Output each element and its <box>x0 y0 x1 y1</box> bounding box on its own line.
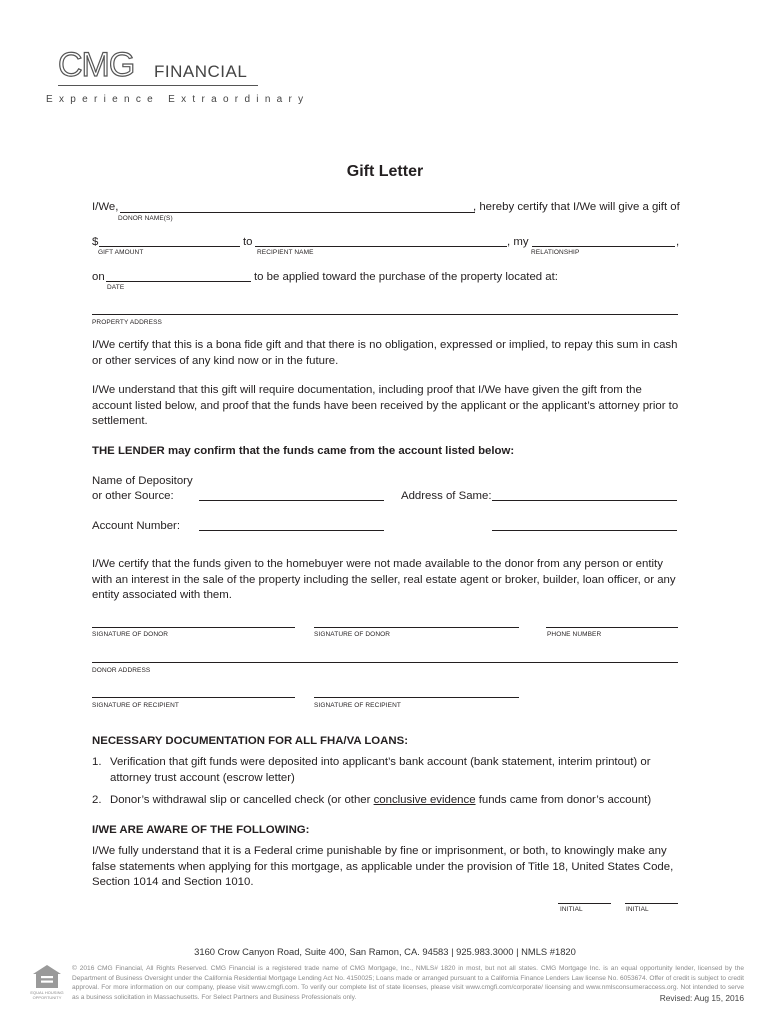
relationship-caption: RELATIONSHIP <box>531 249 580 256</box>
recipient-name-field[interactable] <box>255 246 507 247</box>
aware-heading: I/WE ARE AWARE OF THE FOLLOWING: <box>92 824 310 836</box>
aware-paragraph: I/We fully understand that it is a Federal crime punishable by fine or imprisonment, or both, to knowingly make any false statements when applying for this mortgage, as applicable under the provision of Title 18, United States Code, Section 1014 and Section 1010. <box>92 845 674 888</box>
equal-housing-logo <box>30 964 64 1002</box>
depository-label-2: or other Source: <box>92 490 174 502</box>
initial-caption-1: INITIAL <box>560 906 583 913</box>
relationship-field[interactable] <box>532 246 675 247</box>
property-address-field[interactable] <box>92 314 678 315</box>
documentation-paragraph: I/We understand that this gift will require documentation, including proof that I/We have given the gift from the account listed below, and proof that the funds have been received by the applicant or the applicant’s attorney prior to settlement. <box>92 384 679 427</box>
doc-item-2-text-post: funds came from donor’s account) <box>475 794 652 806</box>
donor-address-caption: DONOR ADDRESS <box>92 667 151 674</box>
logo-cmg-text: CMG <box>58 46 135 84</box>
phone-number-field[interactable] <box>546 627 678 628</box>
logo-underline <box>58 85 258 86</box>
footer-legal: © 2016 CMG Financial, All Rights Reserved. CMG Financial is a registered trade name of CMG Mortgage, Inc., NMLS# 1820 in most, but not all states. CMG Mortgage Inc. is an equal opportunity lender, licensed by the Department of Business Oversight under the California Residential Mortgage Lending Act No. 4150025; Loans made or arranged pursuant to a California Finance Lenders Law license No. 6053674. Offer of credit is subject to credit approval. For more information on our company, please visit www.cmgfi.com. To verify our complete list of state licenses, please visit www.cmgfi.com/corporate/ licensing and www.nmlsconsumeraccess.org. Not intended to serve as a business solicitation in Massachusetts. For Select Partners and Business Professionals only. <box>72 965 744 1001</box>
donor-address-field[interactable] <box>92 662 678 663</box>
dollar-sign: $ <box>92 236 99 248</box>
footer-address: 3160 Crow Canyon Road, Suite 400, San Ramon, CA. 94583 | 925.983.3000 | NMLS #1820 <box>194 946 576 957</box>
lender-confirm-heading: THE LENDER may confirm that the funds came from the account listed below: <box>92 445 515 457</box>
signature-of-donor-caption-1: SIGNATURE OF DONOR <box>92 631 169 638</box>
iwe-label: I/We, <box>92 201 119 213</box>
equal-housing-text-2: OPPORTUNITY <box>32 995 62 1000</box>
purchase-text: to be applied toward the purchase of the property located at: <box>254 271 558 283</box>
signature-of-recipient-caption-1: SIGNATURE OF RECIPIENT <box>92 702 179 709</box>
donor-signature-field-1[interactable] <box>92 627 295 628</box>
equal-housing-icon <box>32 964 62 990</box>
donor-names-field[interactable] <box>120 212 475 213</box>
address-of-same-field[interactable] <box>492 500 677 501</box>
depository-label-1: Name of Depository <box>92 475 193 487</box>
tagline: Experience Extraordinary <box>46 94 310 105</box>
homebuyer-certify-paragraph: I/We certify that the funds given to the homebuyer were not made available to the donor from any person or entity with an interest in the sale of the property including the seller, real estate agent or broker, builder, loan officer, or any entity associated with them. <box>92 558 676 601</box>
signature-of-donor-caption-2: SIGNATURE OF DONOR <box>314 631 391 638</box>
address-of-same-field-2[interactable] <box>492 530 677 531</box>
recipient-name-caption: RECIPIENT NAME <box>257 249 314 256</box>
account-number-label: Account Number: <box>92 520 180 532</box>
equal-housing-text-1: EQUAL HOUSING <box>30 990 64 995</box>
recipient-signature-field-1[interactable] <box>92 697 295 698</box>
my-text: , my <box>507 236 529 248</box>
phone-number-caption: PHONE NUMBER <box>547 631 602 638</box>
gift-amount-field[interactable] <box>99 246 240 247</box>
gift-amount-caption: GIFT AMOUNT <box>98 249 144 256</box>
end-comma: , <box>676 236 680 248</box>
page-title: Gift Letter <box>346 163 424 180</box>
bona-fide-paragraph: I/We certify that this is a bona fide gift and that there is no obligation, expressed or implied, to repay this sum in cash or other services of any kind now or in the future. <box>92 339 678 367</box>
doc-item-2-text <box>110 793 680 809</box>
doc-item-1-text: Verification that gift funds were deposited into applicant’s bank account (bank statement, interim printout) or attorney trust account (escrow letter) <box>110 756 651 784</box>
donor-signature-field-2[interactable] <box>314 627 519 628</box>
date-caption: DATE <box>107 284 125 291</box>
recipient-signature-field-2[interactable] <box>314 697 519 698</box>
conclusive-evidence-text: conclusive evidence <box>373 794 476 806</box>
date-field[interactable] <box>106 281 251 282</box>
company-logo <box>46 44 310 114</box>
address-of-same-label: Address of Same: <box>401 490 492 502</box>
to-text: to <box>243 236 253 248</box>
account-number-field[interactable] <box>199 530 384 531</box>
fha-va-heading: NECESSARY DOCUMENTATION FOR ALL FHA/VA LOANS: <box>92 735 408 747</box>
initial-caption-2: INITIAL <box>626 906 649 913</box>
property-address-caption: PROPERTY ADDRESS <box>92 319 162 326</box>
initial-field-1[interactable] <box>558 903 611 904</box>
revised-date: Revised: Aug 15, 2016 <box>659 993 744 1003</box>
logo-financial-text: FINANCIAL <box>154 62 248 81</box>
initial-field-2[interactable] <box>625 903 678 904</box>
donor-names-caption: DONOR NAME(S) <box>118 215 173 222</box>
doc-item-2-number: 2. <box>92 794 102 806</box>
certify-text: , hereby certify that I/We will give a gift of <box>473 201 680 213</box>
doc-item-2-text-pre: Donor’s withdrawal slip or cancelled check (or other <box>110 794 374 806</box>
depository-field[interactable] <box>199 500 384 501</box>
signature-of-recipient-caption-2: SIGNATURE OF RECIPIENT <box>314 702 401 709</box>
on-text: on <box>92 271 105 283</box>
doc-item-1-number: 1. <box>92 756 102 768</box>
